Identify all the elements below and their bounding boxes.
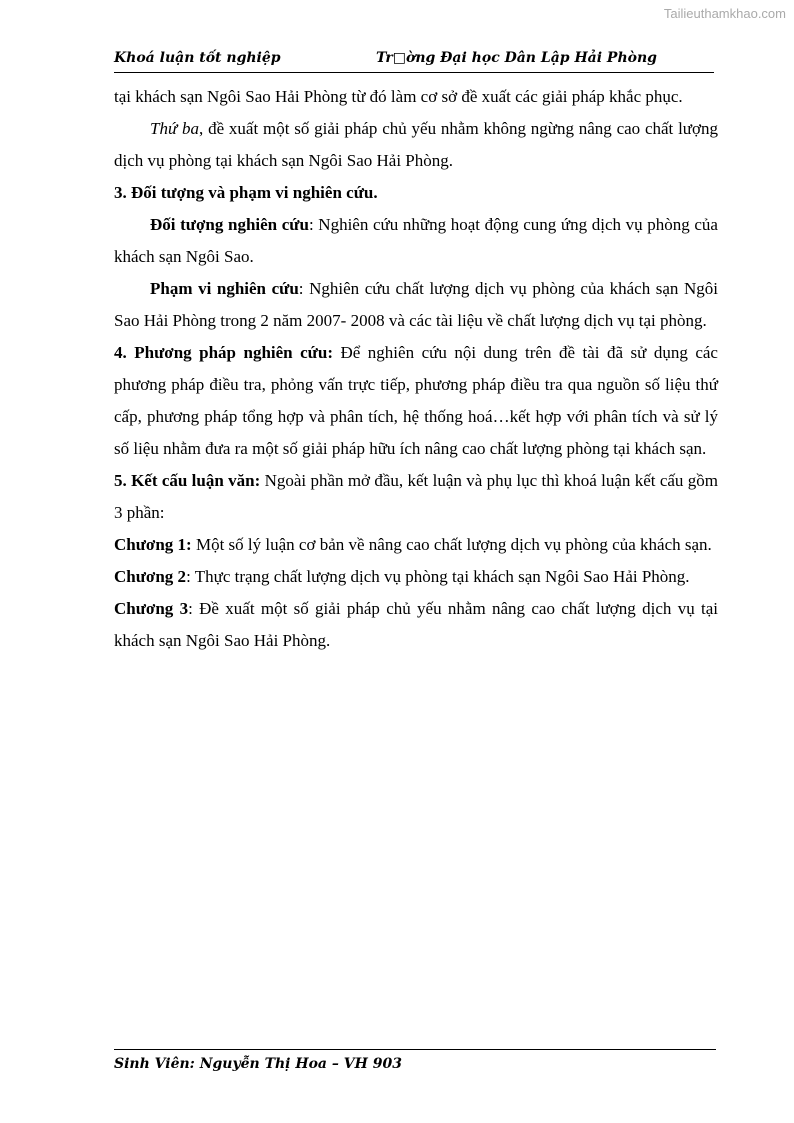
lead: Chương 2 xyxy=(114,567,187,586)
text: : Đề xuất một số giải pháp chủ yếu nhằm nâng cao chất lượng dịch vụ tại khách sạn Ngôi Sao Hải Phòng. xyxy=(114,599,718,650)
text: Để nghiên cứu nội dung trên đề tài đã sử dụng các phương pháp điều tra, phỏng vấn trực tiếp, phương pháp điều tra qua nguồn số liệu thứ cấp, phương pháp tổng hợp và phân tích, hệ thống hoá…kết hợp với phân tích và sử lý số liệu nhằm đưa ra một số giải pháp hữu ích nâng cao chất lượng phòng tại khách sạn. xyxy=(114,343,718,458)
chapter-2 xyxy=(114,561,718,593)
heading-text: 3. Đối tượng và phạm vi nghiên cứu. xyxy=(114,183,378,202)
chapter-1 xyxy=(114,529,718,561)
header-right: Tr□ờng Đại học Dân Lập Hải Phòng xyxy=(376,50,657,66)
lead: Chương 1: xyxy=(114,535,192,554)
paragraph xyxy=(114,209,718,273)
paragraph xyxy=(114,465,718,529)
lead: Phạm vi nghiên cứu xyxy=(150,279,299,298)
paragraph xyxy=(114,113,718,177)
paragraph xyxy=(114,337,718,465)
text: : Nghiên cứu chất lượng dịch vụ phòng của khách sạn Ngôi Sao Hải Phòng trong 2 năm 2007- 2008 và các tài liệu về chất lượng dịch vụ tại phòng. xyxy=(114,279,718,330)
text: : Nghiên cứu những hoạt động cung ứng dịch vụ phòng của khách sạn Ngôi Sao. xyxy=(114,215,718,266)
text: : Thực trạng chất lượng dịch vụ phòng tại khách sạn Ngôi Sao Hải Phòng. xyxy=(186,567,690,586)
text: , đề xuất một số giải pháp chủ yếu nhằm không ngừng nâng cao chất lượng dịch vụ phòng tại khách sạn Ngôi Sao Hải Phòng. xyxy=(114,119,718,170)
lead: Thứ ba xyxy=(150,119,200,138)
lead: Chương 3 xyxy=(114,599,189,618)
chapter-3 xyxy=(114,593,718,657)
text: Ngoài phần mở đầu, kết luận và phụ lục thì khoá luận kết cấu gồm 3 phần: xyxy=(114,471,718,522)
text: Một số lý luận cơ bản về nâng cao chất lượng dịch vụ phòng của khách sạn. xyxy=(191,535,712,554)
watermark: Tailieuthamkhao.com xyxy=(663,6,786,21)
lead: Đối tượng nghiên cứu xyxy=(150,215,309,234)
header-left: Khoá luận tốt nghiệp xyxy=(114,50,281,66)
paragraph: tại khách sạn Ngôi Sao Hải Phòng từ đó làm cơ sở đề xuất các giải pháp khắc phục. xyxy=(114,87,683,106)
page-header xyxy=(114,50,714,73)
document-body xyxy=(114,81,718,657)
section-heading xyxy=(114,177,718,209)
paragraph xyxy=(114,273,718,337)
lead: 4. Phương pháp nghiên cứu: xyxy=(114,343,333,362)
lead: 5. Kết cấu luận văn: xyxy=(114,471,261,490)
page-footer: Sinh Viên: Nguyễn Thị Hoa – VH 903 xyxy=(114,1049,716,1072)
